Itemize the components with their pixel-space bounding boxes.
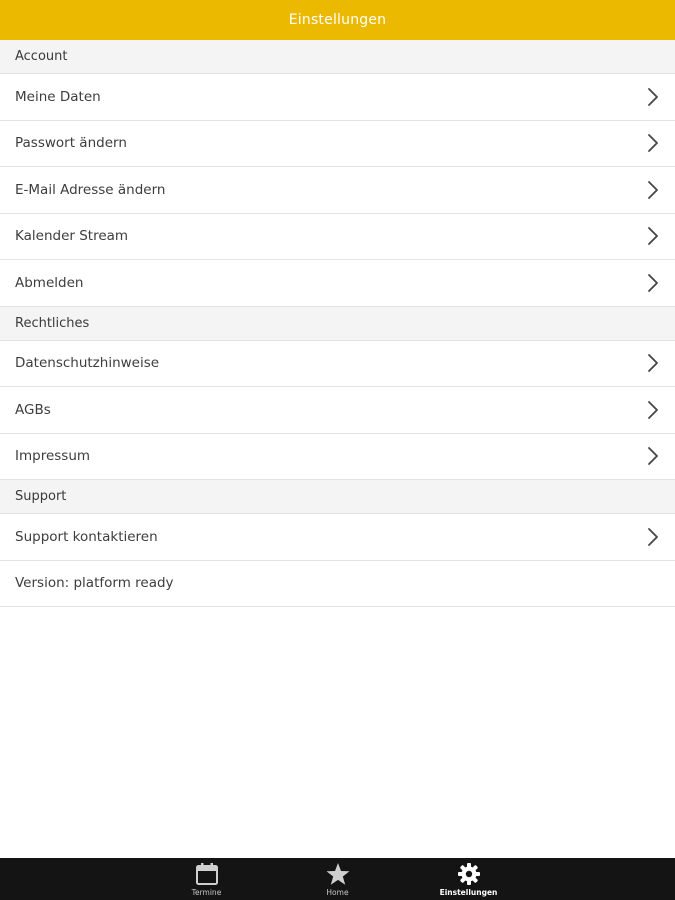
row-label: Meine Daten — [15, 88, 101, 105]
tab-label: Termine — [191, 888, 222, 897]
bottom-tab-bar — [0, 858, 675, 900]
chevron-right-icon — [647, 273, 659, 293]
tab-einstellungen[interactable] — [403, 858, 534, 900]
row-meine-daten[interactable] — [0, 74, 675, 121]
row-agbs[interactable] — [0, 387, 675, 434]
section-header-rechtliches: Rechtliches — [0, 307, 675, 341]
chevron-right-icon — [647, 446, 659, 466]
version-text: Version: platform ready — [15, 575, 174, 592]
row-label: AGBs — [15, 401, 51, 418]
row-passwort-aendern[interactable] — [0, 121, 675, 168]
row-kalender-stream[interactable] — [0, 214, 675, 261]
row-label: E-Mail Adresse ändern — [15, 181, 166, 198]
row-label: Passwort ändern — [15, 135, 127, 152]
chevron-right-icon — [647, 180, 659, 200]
chevron-right-icon — [647, 400, 659, 420]
row-label: Datenschutzhinweise — [15, 355, 160, 372]
row-impressum[interactable] — [0, 434, 675, 481]
row-label: Abmelden — [15, 274, 84, 291]
row-label: Support kontaktieren — [15, 528, 158, 545]
chevron-right-icon — [647, 133, 659, 153]
tab-termine[interactable] — [141, 858, 272, 900]
chevron-right-icon — [647, 87, 659, 107]
row-version — [0, 561, 675, 608]
row-support-kontaktieren[interactable] — [0, 514, 675, 561]
page-title: Einstellungen — [288, 12, 387, 28]
section-header-account: Account — [0, 40, 675, 74]
row-label: Impressum — [15, 448, 91, 465]
row-email-aendern[interactable] — [0, 167, 675, 214]
tab-home[interactable] — [272, 858, 403, 900]
row-abmelden[interactable] — [0, 260, 675, 307]
chevron-right-icon — [647, 226, 659, 246]
row-label: Kalender Stream — [15, 228, 129, 245]
star-icon — [325, 861, 351, 887]
section-header-support: Support — [0, 480, 675, 514]
tab-label: Home — [326, 888, 349, 897]
settings-list — [0, 40, 675, 607]
row-datenschutzhinweise[interactable] — [0, 341, 675, 388]
chevron-right-icon — [647, 353, 659, 373]
gear-icon — [456, 861, 482, 887]
tab-label: Einstellungen — [439, 888, 498, 897]
app-header — [0, 0, 675, 40]
chevron-right-icon — [647, 527, 659, 547]
calendar-icon — [194, 861, 220, 887]
